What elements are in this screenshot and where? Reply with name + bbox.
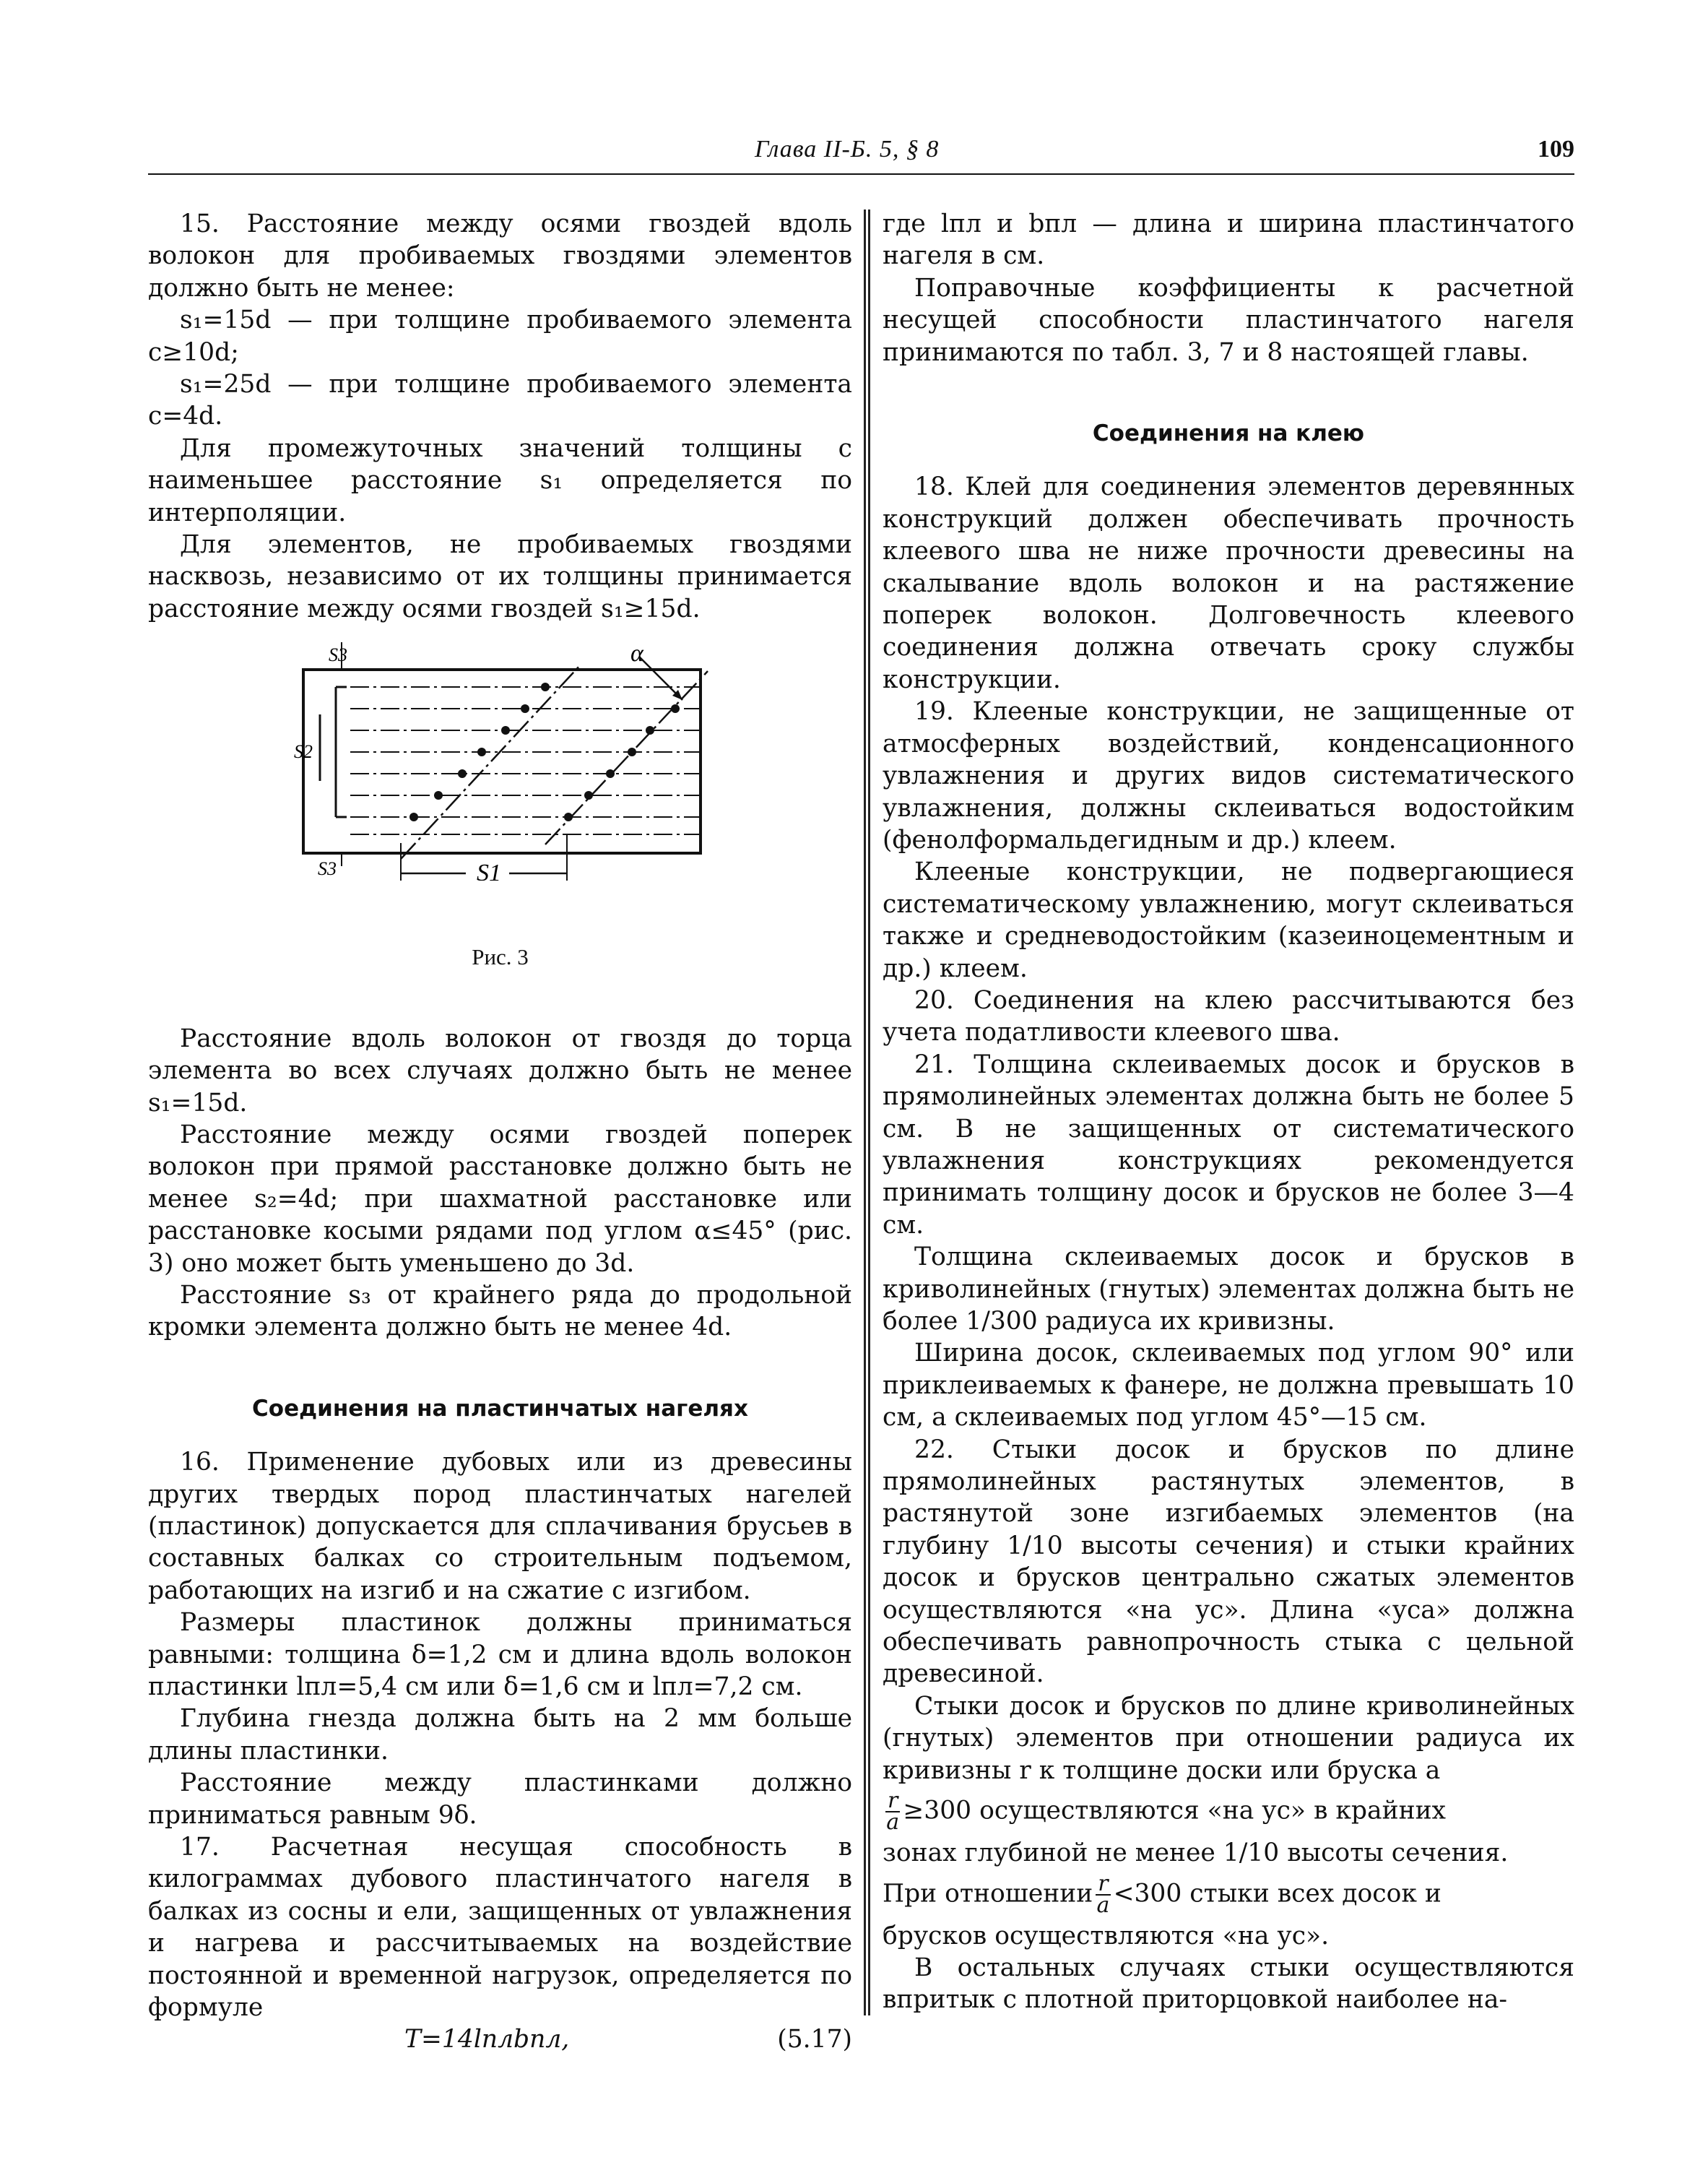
paragraph-16-spacing: Расстояние между пластинками должно приниматься равным 9δ. bbox=[148, 1768, 852, 1830]
paragraph-22c-end: брусков осуществляются «на ус». bbox=[883, 1921, 1330, 1950]
formula-number: (5.17) bbox=[777, 2025, 852, 2054]
figure-3 bbox=[148, 642, 852, 938]
fraction-r-over-a-2: $\frac{r}{a}$ bbox=[1096, 1870, 1110, 1918]
paragraph-across-grain: Расстояние между осями гвоздей поперек волокон при прямой расстановке должно быть не менее s₂=4d; при шахматной расстановке или расстановке косыми рядами под углом α≤45° (рис. 3) оно может быть уменьшено до 3d. bbox=[148, 1120, 852, 1278]
paragraph-22b-fraction-line bbox=[883, 1788, 1574, 1836]
running-head: Глава II-Б. 5, § 8 bbox=[755, 136, 940, 163]
paragraph-15-nonpierce: Для элементов, не пробиваемых гвоздями насквозь, независимо от их толщины принимается расстояние между осями гвоздей s₁≥15d. bbox=[148, 530, 852, 623]
left-column bbox=[148, 208, 852, 2058]
paragraph-16-sizes: Размеры пластинок должны приниматься равными: толщина δ=1,2 см и длина вдоль волокон пластинки lпл=5,4 см или δ=1,6 см и lпл=7,2 см. bbox=[148, 1608, 852, 1701]
section-heading-plates: Соединения на пластинчатых нагелях bbox=[252, 1395, 748, 1422]
formula-expression: T=14lплbпл, bbox=[404, 2025, 570, 2054]
s2-label: S2 bbox=[294, 741, 313, 763]
paragraph-16-depth: Глубина гнезда должна быть на 2 мм больше длины пластинки. bbox=[148, 1704, 852, 1766]
s1-label: S1 bbox=[477, 860, 501, 881]
paragraph-19b: Клееные конструкции, не подвергающиеся систематическому увлажнению, могут склеиваться также и средневодостойким (казеиноцементным и др.) клеем. bbox=[883, 857, 1574, 983]
paragraph-19: 19. Клееные конструкции, не защищенные от атмосферных воздействий, конденсационного увлажнения и других видов систематического увлажнения, должны склеиваться водостойким (фенолформальдегидным и др.) клеем. bbox=[883, 697, 1574, 855]
board-outline bbox=[303, 670, 701, 853]
page-number: 109 bbox=[1538, 136, 1574, 163]
paragraph-15-intro: 15. Расстояние между осями гвоздей вдоль волокон для пробиваемых гвоздями элементов должно быть не менее: bbox=[148, 209, 852, 303]
paragraph-end-distance: Расстояние вдоль волокон от гвоздя до торца элемента во всех случаях должно быть не менее s₁=15d. bbox=[148, 1024, 852, 1118]
paragraph-21: 21. Толщина склеиваемых досок и брусков в прямолинейных элементах должна быть не более 5 см. В не защищенных от систематического увлажнения конструкциях рекомендуется принимать толщину досок и брусков не более 3—4 см. bbox=[883, 1050, 1574, 1240]
paragraph-15-s1a: s₁=15d — при толщине пробиваемого элемента c≥10d; bbox=[148, 306, 852, 367]
paragraph-18: 18. Клей для соединения элементов деревянных конструкций должен обеспечивать прочность клеевого шва не ниже прочности древесины на скалывание вдоль волокон и на растяжение поперек волокон. Долговечность клеевого соединения должна отвечать сроку службы конструкции. bbox=[883, 472, 1574, 694]
right-column bbox=[883, 208, 1574, 2016]
paragraph-16: 16. Применение дубовых или из древесины других твердых пород пластинчатых нагелей (пластинок) допускается для сплачивания брусьев в составных балках со строительным подъемом, работающих на изгиб и на сжатие с изгибом. bbox=[148, 1448, 852, 1605]
paragraph-21b: Толщина склеиваемых досок и брусков в криволинейных (гнутых) элементах должна быть не более 1/300 радиуса их кривизны. bbox=[883, 1243, 1574, 1336]
s3-top-label: S3 bbox=[329, 644, 347, 666]
paragraph-22d: В остальных случаях стыки осуществляются впритык с плотной приторцовкой наиболее на- bbox=[883, 1953, 1574, 2015]
paragraph-coefficients: Поправочные коэффициенты к расчетной несущей способности пластинчатого нагеля принимаются по табл. 3, 7 и 8 настоящей главы. bbox=[883, 273, 1574, 367]
figure-caption: Рис. 3 bbox=[472, 944, 529, 970]
formula-5-17 bbox=[148, 2023, 852, 2058]
alpha-label: α bbox=[630, 642, 643, 667]
paragraph-s3: Расстояние s₃ от крайнего ряда до продольной кромки элемента должно быть не менее 4d. bbox=[148, 1280, 852, 1342]
page-header bbox=[148, 136, 1574, 169]
paragraph-where: где lпл и bпл — длина и ширина пластинчатого нагеля в см. bbox=[883, 209, 1574, 271]
paragraph-17: 17. Расчетная несущая способность в килограммах дубового пластинчатого нагеля в балках из сосны и ели, защищенных от увлажнения и нагрева и рассчитываемых на воздействие постоянной и временной нагрузок, определяется по формуле bbox=[148, 1833, 852, 2023]
diagonal-rows bbox=[401, 664, 708, 859]
paragraph-22b-tail1: ≥300 осуществляются «на ус» в крайних bbox=[903, 1796, 1447, 1825]
nail-layout-diagram bbox=[292, 642, 719, 881]
section-heading-glue: Соединения на клею bbox=[1092, 420, 1365, 447]
paragraph-22c: При отношении $\frac{r}{a}$ <300 стыки всех досок и bbox=[883, 1870, 1442, 1918]
column-divider bbox=[864, 209, 870, 2015]
s2-bracket bbox=[320, 687, 347, 817]
paragraph-20: 20. Соединения на клею рассчитываются без учета податливости клеевого шва. bbox=[883, 985, 1574, 1047]
s3-bottom-label: S3 bbox=[318, 858, 337, 880]
paragraph-22b: Стыки досок и брусков по длине криволинейных (гнутых) элементов при отношении радиуса их кривизны r к толщине доски или бруска a bbox=[883, 1691, 1574, 1785]
paragraph-15-s1b: s₁=25d — при толщине пробиваемого элемента c=4d. bbox=[148, 370, 852, 431]
header-rule bbox=[148, 173, 1574, 175]
paragraph-15-interp: Для промежуточных значений толщины c наименьшее расстояние s₁ определяется по интерполяции. bbox=[148, 433, 852, 527]
fraction-r-over-a: $\frac{r}{a}$ bbox=[886, 1788, 900, 1836]
paragraph-21c: Ширина досок, склеиваемых под углом 90° или приклеиваемых к фанере, не должна превышать 10 см, а склеиваемых под углом 45°—15 см. bbox=[883, 1339, 1574, 1432]
paragraph-22: 22. Стыки досок и брусков по длине прямолинейных растянутых элементов, в растянутой зоне изгибаемых элементов (на глубину 1/10 высоты сечения) и стыки крайних досок и брусков центрально сжатых элементов осуществляются «на ус». Длина «уса» должна обеспечивать равнопрочность стыка с цельной древесиной. bbox=[883, 1435, 1574, 1689]
paragraph-22b-tail2: зонах глубиной не менее 1/10 высоты сечения. bbox=[883, 1838, 1509, 1868]
